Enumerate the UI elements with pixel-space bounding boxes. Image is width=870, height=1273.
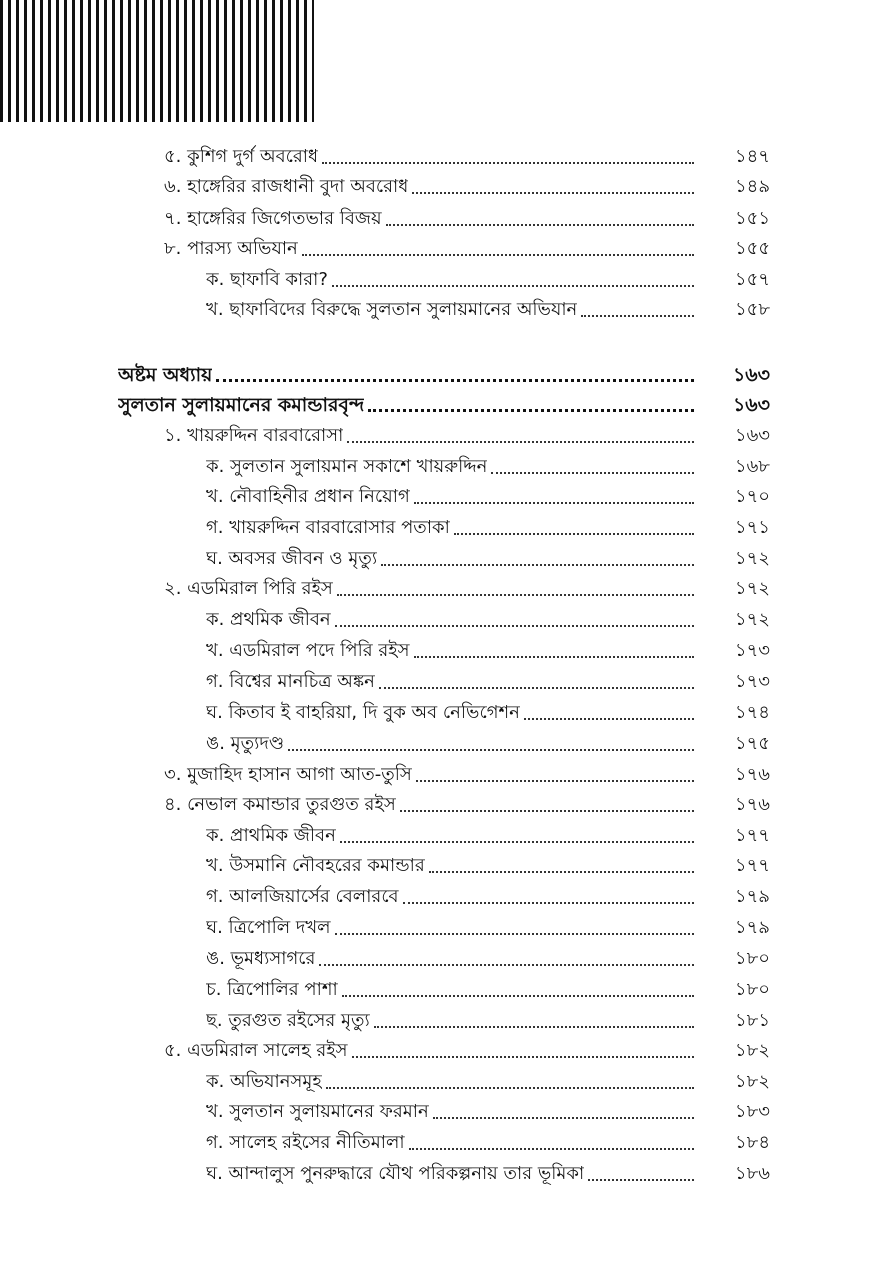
dot-leader [414, 655, 694, 658]
dot-leader [374, 1025, 694, 1028]
dot-leader [332, 284, 694, 287]
toc-page-number: ১৭০ [734, 486, 770, 507]
toc-entry-row [206, 1008, 770, 1034]
toc-entry-title: খ. এডমিরাল পদে পিরি রইস [206, 640, 410, 661]
dot-leader [302, 253, 694, 256]
toc-entry-row [206, 1069, 770, 1095]
toc-page-number: ১৫৫ [734, 238, 770, 259]
toc-entry-title: ঘ. ত্রিপোলি দখল [206, 917, 331, 938]
toc-entry-title: খ. সুলতান সুলায়মানের ফরমান [206, 1101, 429, 1122]
dot-leader [581, 314, 694, 317]
toc-entry-title: ক. ছাফাবি কারা? [206, 269, 328, 290]
toc-entry-title: ২. এডমিরাল পিরি রইস [164, 578, 333, 599]
toc-page-number: ১৫৮ [734, 299, 770, 320]
toc-page-number: ১৭৫ [734, 733, 770, 754]
toc-page-number: ১৬৩ [732, 394, 770, 416]
toc-entry-row [206, 700, 770, 726]
toc-entry-title: ৪. নেভাল কমান্ডার তুরগুত রইস [164, 794, 396, 815]
dot-leader [352, 1055, 694, 1058]
toc-page-number: ১৭৯ [734, 886, 770, 907]
toc-entry-row [206, 515, 770, 541]
toc-entry-title: অষ্টম অধ্যায় [118, 364, 213, 386]
toc-entry-title: ৭. হাঙ্গেরির জিগেতভার বিজয় [164, 208, 382, 229]
toc-page-number: ১৮০ [734, 948, 770, 969]
toc-entry-title: গ. আলজিয়ার্সের বেলারবে [206, 886, 399, 907]
dot-leader [381, 563, 694, 566]
dot-leader [386, 223, 694, 226]
toc-entry-title: খ. উসমানি নৌবহরের কমান্ডার [206, 855, 425, 876]
dot-leader [368, 408, 694, 412]
toc-page-number: ১৬৩ [734, 425, 770, 446]
toc-page-number: ১৬৮ [734, 456, 770, 477]
toc-entry-title: ক. প্রাথমিক জীবন [206, 825, 336, 846]
toc-entry-title: ঘ. কিতাব ই বাহরিয়া, দি বুক অব নেভিগেশন [206, 702, 520, 723]
toc-page-number: ১৮২ [734, 1071, 770, 1092]
toc-entry-title: ৮. পারস্য অভিযান [164, 238, 298, 259]
toc-entry-row [206, 638, 770, 664]
dot-leader [588, 1178, 694, 1181]
dot-leader [288, 748, 694, 751]
toc-entry-row [164, 174, 770, 200]
dot-leader [409, 1147, 694, 1150]
toc-page-number: ১৮৪ [734, 1132, 770, 1153]
dot-leader [335, 624, 694, 627]
toc-entry-title: ঘ. আন্দালুস পুনরুদ্ধারে যৌথ পরিকল্পনায় তার ভূমিকা [206, 1163, 585, 1184]
toc-entry-row [206, 977, 770, 1003]
toc-page-number: ১৪৭ [734, 146, 770, 167]
toc-page-number: ১৭৬ [734, 764, 770, 785]
toc-entry-title: ঙ. ভূমধ্যসাগরে [206, 948, 316, 969]
toc-entry-row [164, 792, 770, 818]
dot-leader [342, 994, 694, 997]
toc-page-number: ১৫৭ [734, 269, 770, 290]
toc-entry-title: ঙ. মৃত্যুদণ্ড [206, 733, 285, 754]
toc-entry-row [206, 267, 770, 293]
toc-entry-row [206, 484, 770, 510]
toc-page-number: ১৭৩ [734, 640, 770, 661]
toc-entry-row [206, 546, 770, 572]
dot-leader [416, 779, 694, 782]
toc-page-number: ১৮৩ [734, 1101, 770, 1122]
toc-page-number: ১৭৯ [734, 917, 770, 938]
toc-entry-row [206, 297, 770, 323]
toc-page-number: ১৭৪ [734, 702, 770, 723]
toc-entry-title: ৬. হাঙ্গেরির রাজধানী বুদা অবরোধ [164, 176, 409, 197]
toc-entry-title: গ. বিশ্বের মানচিত্র অঙ্কন [206, 671, 375, 692]
dot-leader [319, 963, 694, 966]
dot-leader [433, 1116, 694, 1119]
toc-page-number: ১৫১ [734, 208, 770, 229]
toc-entry-row [206, 1130, 770, 1156]
toc-entry-row [206, 853, 770, 879]
toc-entry-title: ক. সুলতান সুলায়মান সকাশে খায়রুদ্দিন [206, 456, 488, 477]
toc-entry-row [164, 762, 770, 788]
toc-page-number: ১৭২ [734, 548, 770, 569]
toc-chapter-row [118, 362, 770, 388]
dot-leader [379, 686, 694, 689]
toc-chapter-row [118, 392, 770, 418]
toc-entry-row [164, 1038, 770, 1064]
toc-page-number: ১৭২ [734, 578, 770, 599]
dot-leader [491, 471, 694, 474]
toc-entry-row [206, 915, 770, 941]
toc-entry-row [164, 144, 770, 170]
toc-page-number: ১৬৩ [732, 364, 770, 386]
toc-page-number: ১৮০ [734, 979, 770, 1000]
dot-leader [524, 717, 694, 720]
toc-entry-row [164, 423, 770, 449]
toc-entry-row [206, 823, 770, 849]
toc-entry-title: খ. ছাফাবিদের বিরুদ্ধে সুলতান সুলায়মানের অভিযান [206, 299, 578, 320]
dot-leader [326, 1086, 694, 1089]
toc-entry-row [164, 206, 770, 232]
dot-leader [403, 901, 694, 904]
toc-page-number: ১৪৯ [734, 176, 770, 197]
toc-entry-title: গ. খায়রুদ্দিন বারবারোসার পতাকা [206, 517, 450, 538]
dot-leader [454, 532, 694, 535]
dot-leader [414, 501, 694, 504]
toc-entry-row [206, 1099, 770, 1125]
toc-entry-title: চ. ত্রিপোলির পাশা [206, 979, 338, 1000]
dot-leader [429, 870, 694, 873]
toc-entry-row [164, 236, 770, 262]
toc-entry-title: খ. নৌবাহিনীর প্রধান নিয়োগ [206, 486, 410, 507]
toc-entry-title: ৫. কুশিগ দুর্গ অবরোধ [164, 146, 319, 167]
toc-page-number: ১৮৬ [734, 1163, 770, 1184]
dot-leader [216, 378, 694, 382]
toc-entry-title: ১. খায়রুদ্দিন বারবারোসা [164, 425, 344, 446]
dot-leader [412, 191, 694, 194]
toc-entry-title: ৫. এডমিরাল সালেহ রইস [164, 1040, 348, 1061]
toc-page-number: ১৭৭ [734, 855, 770, 876]
toc-entry-row [206, 946, 770, 972]
toc-entry-title: গ. সালেহ রইসের নীতিমালা [206, 1132, 405, 1153]
toc-entry-row [206, 884, 770, 910]
toc-entry-row [206, 454, 770, 480]
dot-leader [322, 161, 694, 164]
toc-page-number: ১৮২ [734, 1040, 770, 1061]
toc-page-number: ১৭২ [734, 609, 770, 630]
toc-entry-title: ৩. মুজাহিদ হাসান আগা আত-তুসি [164, 764, 412, 785]
toc-page-number: ১৭৩ [734, 671, 770, 692]
toc-entry-row [206, 1161, 770, 1187]
dot-leader [337, 593, 694, 596]
toc-entry-row [206, 669, 770, 695]
toc-entry-row [206, 731, 770, 757]
dot-leader [347, 440, 694, 443]
toc-entry-title: সুলতান সুলায়মানের কমান্ডারবৃন্দ [118, 394, 365, 416]
toc-page-number: ১৭১ [734, 517, 770, 538]
toc-page-number: ১৭৬ [734, 794, 770, 815]
toc-entry-title: ক. অভিযানসমূহ [206, 1071, 322, 1092]
dot-leader [400, 809, 694, 812]
dot-leader [335, 932, 694, 935]
toc-entry-row [164, 576, 770, 602]
toc-entry-title: ঘ. অবসর জীবন ও মৃত্যু [206, 548, 378, 569]
toc-entry-row [206, 607, 770, 633]
toc-entry-title: ছ. তুরগুত রইসের মৃত্যু [206, 1010, 370, 1031]
dot-leader [340, 840, 694, 843]
toc-page-number: ১৮১ [734, 1010, 770, 1031]
toc-page-number: ১৭৭ [734, 825, 770, 846]
toc-entry-title: ক. প্রথমিক জীবন [206, 609, 331, 630]
